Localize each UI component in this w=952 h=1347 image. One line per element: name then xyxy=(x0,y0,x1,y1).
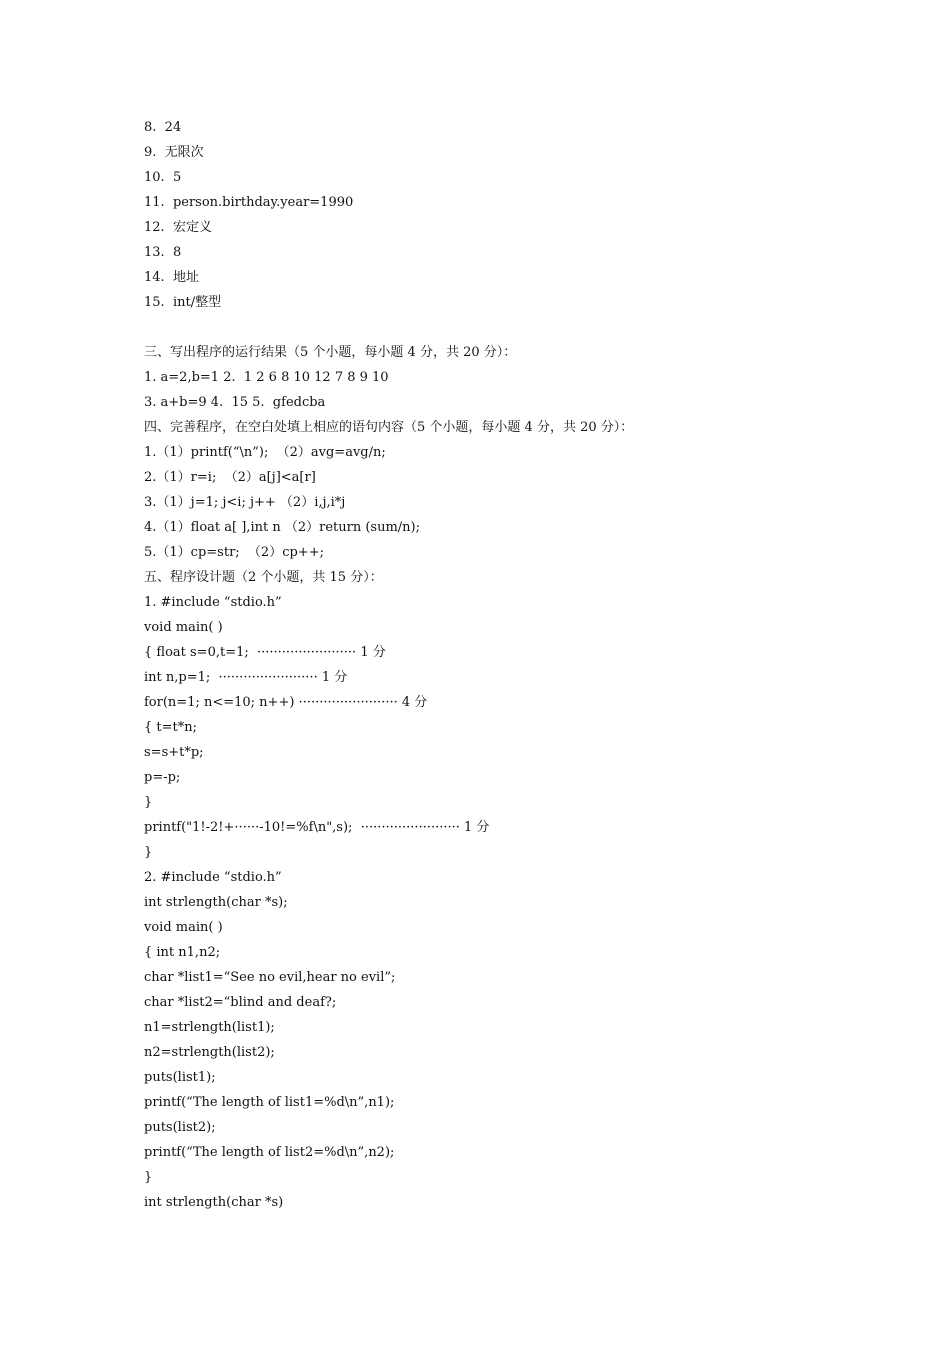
section-gap xyxy=(144,315,904,340)
code-line: { int n1,n2; xyxy=(144,945,221,960)
code-line: n2=strlength(list2); xyxy=(144,1045,275,1060)
code-line: void main( ) xyxy=(144,620,223,635)
answer-12: 12. 宏定义 xyxy=(144,220,212,235)
code-line: for(n=1; n<=10; n++) ························ 4 分 xyxy=(144,695,428,710)
code-line: void main( ) xyxy=(144,920,223,935)
section-4-question-1: 1.（1）printf(“\n”); （2）avg=avg/n; xyxy=(144,445,386,460)
code-line: { float s=0,t=1; ························ 1 分 xyxy=(144,645,386,660)
code-line: printf(“The length of list1=%d\n”,n1); xyxy=(144,1095,395,1110)
code-line: { t=t*n; xyxy=(144,720,197,735)
code-line: } xyxy=(144,795,153,810)
code-line: int n,p=1; ························ 1 分 xyxy=(144,670,348,685)
answer-15: 15. int/整型 xyxy=(144,295,222,310)
answer-13: 13. 8 xyxy=(144,245,182,260)
code-line: s=s+t*p; xyxy=(144,745,204,760)
code-line: int strlength(char *s); xyxy=(144,895,288,910)
section-3-heading: 三、写出程序的运行结果（5 个小题，每小题 4 分，共 20 分）： xyxy=(144,345,517,360)
code-line: } xyxy=(144,1170,153,1185)
code-line: 1. #include “stdio.h” xyxy=(144,595,282,610)
section-3-row-1: 1. a=2,b=1 2. 1 2 6 8 10 12 7 8 9 10 xyxy=(144,370,389,385)
answer-8: 8. 24 xyxy=(144,120,182,135)
code-line: } xyxy=(144,845,153,860)
section-3-row-2: 3. a+b=9 4. 15 5. gfedcba xyxy=(144,395,326,410)
program-2-code xyxy=(144,865,904,1215)
section-4-question-5: 5.（1）cp=str; （2）cp++; xyxy=(144,545,324,560)
section-4-question-3: 3.（1）j=1; j<i; j++ （2）i,j,i*j xyxy=(144,495,346,510)
code-line: n1=strlength(list1); xyxy=(144,1020,275,1035)
program-1-code xyxy=(144,590,904,865)
answer-11: 11. person.birthday.year=1990 xyxy=(144,195,354,210)
code-line: puts(list2); xyxy=(144,1120,216,1135)
code-line: char *list1=“See no evil,hear no evil”; xyxy=(144,970,396,985)
code-line: char *list2=“blind and deaf?; xyxy=(144,995,337,1010)
code-line: puts(list1); xyxy=(144,1070,216,1085)
answer-key-content xyxy=(144,115,904,1215)
section-5-heading: 五、程序设计题（2 个小题，共 15 分）： xyxy=(144,570,383,585)
code-line: p=-p; xyxy=(144,770,181,785)
answer-9: 9. 无限次 xyxy=(144,145,204,160)
answer-14: 14. 地址 xyxy=(144,270,199,285)
section-4-heading: 四、完善程序，在空白处填上相应的语句内容（5 个小题，每小题 4 分，共 20 分）： xyxy=(144,420,634,435)
section-4-question-2: 2.（1）r=i; （2）a[j]<a[r] xyxy=(144,470,316,485)
code-line: 2. #include “stdio.h” xyxy=(144,870,282,885)
answer-10: 10. 5 xyxy=(144,170,182,185)
code-line: printf("1!-2!+······-10!=%f\n",s); ························ 1 分 xyxy=(144,820,490,835)
code-line: printf(“The length of list2=%d\n”,n2); xyxy=(144,1145,395,1160)
section-4-question-4: 4.（1）float a[ ],int n （2）return (sum/n); xyxy=(144,520,420,535)
code-line: int strlength(char *s) xyxy=(144,1195,284,1210)
